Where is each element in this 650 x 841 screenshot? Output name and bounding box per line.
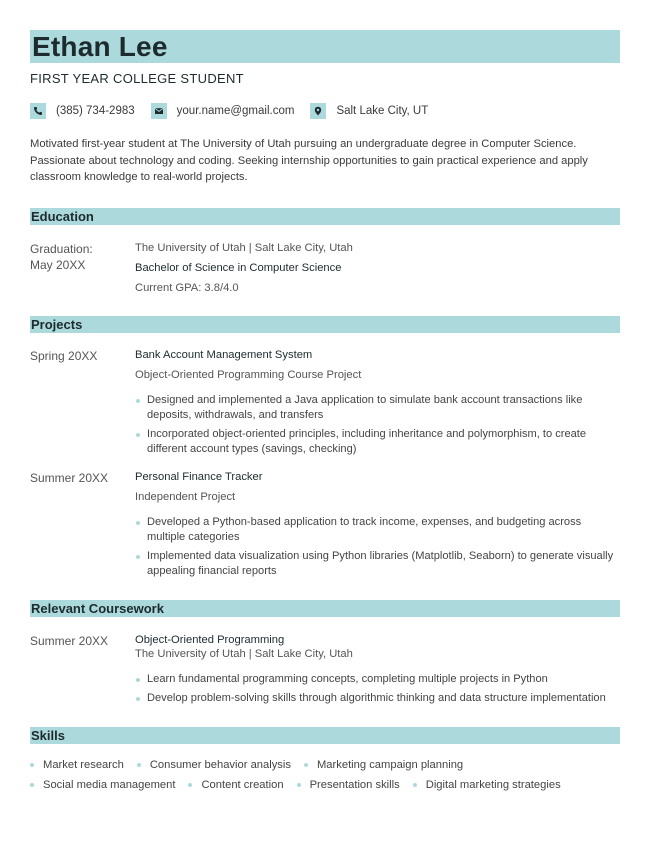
- contact-email: [151, 103, 295, 119]
- list-item: Develop problem-solving skills through algorithmic thinking and data structure implementation: [135, 691, 620, 706]
- section-heading-projects: Projects: [30, 316, 620, 333]
- coursework-school: The University of Utah | Salt Lake City, Utah: [135, 647, 353, 660]
- project-details: [135, 348, 620, 457]
- candidate-subtitle: FIRST YEAR COLLEGE STUDENT: [30, 71, 244, 86]
- skills-list: [30, 755, 620, 795]
- list-item: Designed and implemented a Java application to simulate bank account transactions like deposits, withdrawals, and transfers: [135, 393, 620, 423]
- project-subtitle: Independent Project: [135, 490, 236, 503]
- coursework-title: Object-Oriented Programming: [135, 633, 285, 646]
- phone-icon: [30, 103, 46, 119]
- project-bullets: [135, 393, 620, 457]
- contact-location: [310, 103, 428, 119]
- bullet-dot-icon: [188, 783, 192, 787]
- education-school: The University of Utah | Salt Lake City, Utah: [135, 241, 353, 254]
- education-date-value: May 20XX: [30, 257, 86, 272]
- bullet-dot-icon: [413, 783, 417, 787]
- coursework-date: Summer 20XX: [30, 633, 109, 648]
- skill-label: Marketing campaign planning: [316, 758, 464, 771]
- coursework-details: [135, 633, 620, 706]
- education-date-label: Graduation:: [30, 241, 93, 256]
- bullet-dot-icon: [137, 763, 141, 767]
- bullet-dot-icon: [30, 783, 34, 787]
- skill-item: [137, 755, 291, 775]
- project-subtitle: Object-Oriented Programming Course Project: [135, 368, 362, 381]
- coursework-bullets: [135, 672, 620, 706]
- candidate-name: Ethan Lee: [32, 30, 168, 62]
- skill-label: Content creation: [201, 778, 284, 791]
- contact-phone: [30, 103, 135, 119]
- skill-label: Social media management: [43, 778, 176, 791]
- skill-item: [30, 755, 124, 775]
- project-bullets: [135, 515, 620, 579]
- list-item: Incorporated object-oriented principles, including inheritance and polymorphism, to create different account types (savings, checking): [135, 427, 620, 457]
- section-heading-coursework: Relevant Coursework: [30, 600, 620, 617]
- education-entry: [30, 241, 620, 295]
- project-entry: [30, 348, 620, 457]
- education-gpa: Current GPA: 3.8/4.0: [135, 281, 239, 294]
- bullet-dot-icon: [30, 763, 34, 767]
- education-details: [135, 241, 620, 295]
- skill-label: Presentation skills: [309, 778, 400, 791]
- project-date: Summer 20XX: [30, 470, 109, 485]
- skill-item: [188, 775, 283, 795]
- skill-item: [297, 775, 400, 795]
- skill-item: [30, 775, 175, 795]
- list-item: Implemented data visualization using Python libraries (Matplotlib, Seaborn) to generate visually appealing financial reports: [135, 549, 620, 579]
- skill-label: Consumer behavior analysis: [149, 758, 291, 771]
- section-heading-skills: Skills: [30, 727, 620, 744]
- envelope-icon: [151, 103, 167, 119]
- education-degree: Bachelor of Science in Computer Science: [135, 261, 342, 274]
- project-entry: [30, 470, 620, 579]
- coursework-entry: [30, 633, 620, 706]
- skill-item: [304, 755, 463, 775]
- skill-item: [413, 775, 561, 795]
- project-title: Personal Finance Tracker: [135, 470, 263, 483]
- phone-text: (385) 734-2983: [56, 105, 135, 117]
- resume-page: [30, 30, 620, 795]
- map-pin-icon: [310, 103, 326, 119]
- email-text: your.name@gmail.com: [176, 105, 295, 117]
- skill-label: Digital marketing strategies: [425, 778, 561, 791]
- project-details: [135, 470, 620, 579]
- location-text: Salt Lake City, UT: [336, 105, 429, 117]
- name-banner: [30, 30, 620, 63]
- project-title: Bank Account Management System: [135, 348, 313, 361]
- project-date: Spring 20XX: [30, 348, 98, 363]
- bullet-dot-icon: [304, 763, 308, 767]
- skill-label: Market research: [43, 758, 124, 771]
- list-item: Developed a Python-based application to track income, expenses, and budgeting across multiple categories: [135, 515, 620, 545]
- bullet-dot-icon: [297, 783, 301, 787]
- professional-summary: Motivated first-year student at The University of Utah pursuing an undergraduate degree in Computer Science. Passionate about technology and coding. Seeking internship opportunities to gain practical experience and apply classroom knowledge to real-world projects.: [30, 138, 588, 183]
- education-date: [30, 241, 135, 295]
- contact-info: [30, 103, 620, 119]
- list-item: Learn fundamental programming concepts, completing multiple projects in Python: [135, 672, 620, 687]
- section-heading-education: Education: [30, 208, 620, 225]
